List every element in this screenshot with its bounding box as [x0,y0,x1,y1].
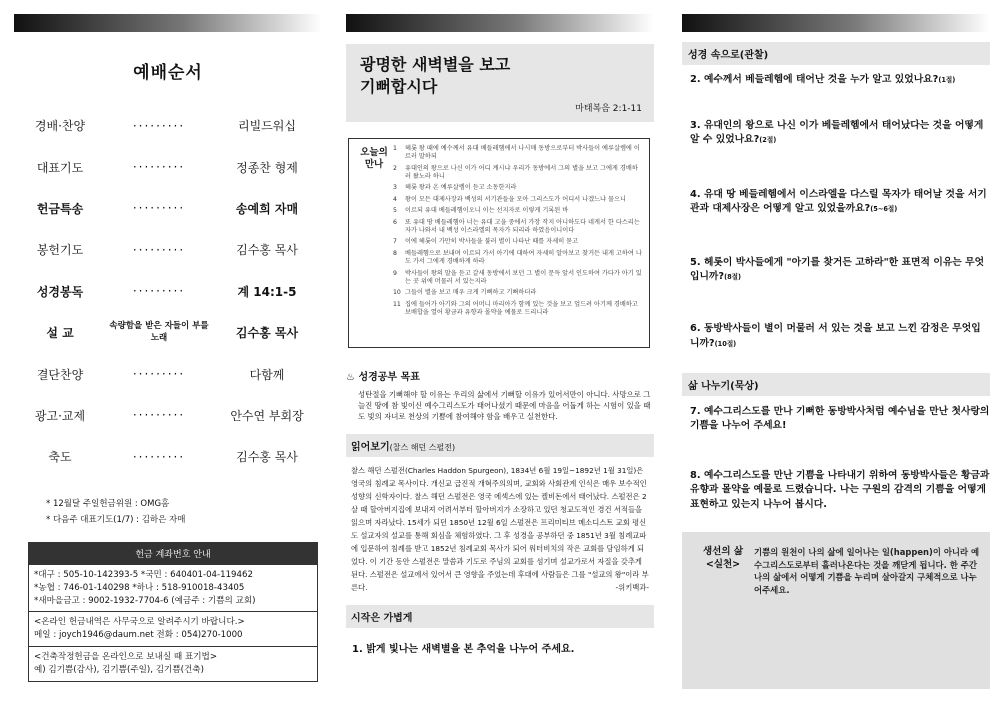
verse-ref: (2절) [759,136,777,145]
reading-heading [346,434,654,457]
order-person: 다함께 [249,367,285,382]
order-item: 대표기도 [36,160,84,175]
practice-box [682,532,990,689]
header-gradient-bar [14,14,322,32]
order-list [14,105,322,478]
order-item: 성경봉독 [36,284,84,299]
order-row [14,146,322,187]
order-dots: ········· [132,160,186,175]
question-7: 7. 예수그리스도를 만나 기뻐한 동방박사처럼 예수님을 만난 첫사랑의 기쁨을 나누어 주세요! [690,405,990,432]
verse-text: 베들레헴으로 보내며 이르되 가서 아기에 대하여 자세히 알아보고 찾거든 내게 고하여 나도 가서 그에게 경배하게 하라 [405,249,642,266]
question-8: 8. 예수그리스도를 만난 기쁨을 나타내기 위하여 동방박사들은 황금과 유향과 몰약을 예물로 드렸습니다. 나는 구원의 감격의 기쁨을 어떻게 표현하고 있는지 나누어 봅시다. [690,470,990,510]
verse [393,207,643,215]
verse-ref: (10절) [714,339,737,348]
account-line: *농협 : 746-01-140298 *하나 : 518-910018-43405 [34,582,245,593]
building-line: 예) 김기쁨(감사), 김기쁨(주일), 김기쁨(건축) [34,665,204,676]
order-item: 경배·찬양 [34,119,86,134]
order-person: 김수홍 목사 [236,450,298,465]
order-row [14,436,322,477]
goal-text: 성탄절을 기뻐해야 할 이유는 우리의 삶에서 기뻐할 이유가 있어서만이 아니다. 사망으로 그늘진 땅에 참 빛이신 예수그리스도가 태어나셨기 때문에 마음을 어둡게 하는 시험이 있을 때도 빛의 자녀로 천상의 기쁨에 참여해야 함을 배우고 실천한다. [358,390,651,422]
bank-online [29,611,317,646]
observe-question [682,188,990,216]
goal-heading-text: 성경공부 목표 [358,372,420,383]
question-text: 3. 유대인의 왕으로 나신 이가 베들레헴에서 태어났다는 것을 어떻게 알 수 있었나요? [690,120,984,146]
note-line: * 다음주 대표기도(1/7) : 김하은 자매 [46,514,186,525]
sermon-title-note: 속량함을 받은 자들이 부를 노래 [109,321,209,343]
order-row [14,188,322,229]
order-item: 광고·교제 [34,408,86,423]
order-notes [14,496,322,528]
order-row [14,353,322,394]
observe-questions [682,73,990,351]
observe-question [682,119,990,147]
header-gradient-bar [682,14,990,32]
order-dots: ········· [132,201,186,216]
order-row [14,105,322,146]
practice-label-line1: 생선의 삶 [702,546,743,557]
order-person: 계 14:1-5 [237,284,297,299]
verse [393,289,643,297]
order-dots: ········· [132,408,186,423]
verse-number: 10 [393,289,401,297]
verse-number: 1 [393,145,397,152]
verse-text: 헤롯 왕 때에 예수께서 유대 베들레헴에서 나시매 동방으로부터 박사들이 예루살렘에 이르러 말하되 [405,145,640,161]
order-person: 김수홍 목사 [236,243,298,258]
bank-account-box [28,542,318,682]
verse-number: 5 [393,207,397,215]
verse [393,219,643,235]
verse-text: 왕이 모든 대제사장과 백성의 서기관들을 모아 그리스도가 어디서 나겠느냐 물으니 [405,195,626,203]
order-dots: ········· [132,284,186,299]
sermon-title-line1: 광명한 새벽별을 보고 [360,55,511,74]
question-text: 5. 헤롯이 박사들에게 "아기를 찾거든 고하라"한 표면적 이유는 무엇입니까? [690,257,985,283]
reading-heading-text: 읽어보기 [351,442,390,454]
today-label: 오늘의 만나 [360,147,388,171]
verse-number: 9 [393,269,397,277]
practice-text: 기쁨의 원천이 나의 삶에 일어나는 일(happen)이 아니라 예수그리스도로부터 흘러나온다는 것을 깨닫게 됩니다. 한 주간 나의 삶에서 어떻게 기쁨을 누리며 살아갈지 구체적으로 나누어주세요. [754,547,980,595]
reading-source: -위키백과- [615,583,649,593]
verse [393,250,643,266]
sermon-title-line2: 기뻐합시다 [360,76,438,96]
verse [393,238,643,246]
order-row [14,229,322,270]
reading-sub: (찰스 해던 스펄전) [389,443,456,453]
building-line: <건축작정헌금을 온라인으로 보내실 때 표기법> [34,652,218,663]
order-item: 설 교 [46,326,74,341]
bank-building [29,646,317,681]
worship-order-column [14,0,322,707]
order-person: 정종찬 형제 [236,160,298,175]
order-row [14,312,322,353]
question-text: 2. 예수께서 베들레헴에 태어난 것을 누가 알고 있었나요? [690,74,939,85]
verse [393,301,643,317]
reading-body: 찰스 해던 스펄전(Charles Haddon Spurgeon), 1834년 6월 19일~1892년 1월 31일)은 영국의 침례교 목사이다. 개신교 급진적 개혁주의의며, 교회와 사회관계 인식은 매우 보수적인 성향의 신학자이다. 찰스 해던 스펄전은 영국 에섹스에 있는 켈비돈에서 태어났다. 스펄전은 2살 때 할아버지집에 보내져 어려서부터 할아버지가 소장하고 있던 청교도적인 경건 서적들을 읽으며 자라났다. 15세가 되던 1850년 12월 6일 스펄전은 프리미티브 메소디스트 교회 평신도 설교자의 설교를 통해 회심을 체험하였다. 그 후 성경을 공부하던 중 1851년 3월 침례교파에 입문하여 침례를 받고 1852년 침례교회 목사가 되어 워터비치의 작은 교회를 담임하게 되었다. 이 기간 동안 스펄전은 말씀과 기도로 주님의 교회를 섬기며 설교가로서 자질을 갖추게 된다. 스펄전은 설교에서 있어서 큰 영향을 주었는데 후대에 사람들은 그를 "설교의 왕"이라 부른다. [351,466,649,593]
verse-number: 7 [393,238,397,246]
order-person: 송예희 자매 [235,201,299,216]
observe-question [682,322,990,350]
order-item: 결단찬양 [36,367,84,382]
verse-number: 11 [393,300,401,308]
sermon-column [346,0,654,707]
order-dots: ········· [132,367,186,382]
question-text: 6. 동방박사들이 별이 머물러 서 있는 것을 보고 느낀 감정은 무엇입니까? [690,323,981,349]
verse [393,145,643,161]
verse-list [393,145,643,343]
note-line: * 12월달 주일헌금위원 : OMG홈 [46,498,170,509]
verse [393,165,643,181]
order-item: 봉헌기도 [36,243,84,258]
start-heading: 시작은 가볍게 [346,605,654,628]
observe-question [682,73,990,87]
verse [393,196,643,204]
order-row [14,271,322,312]
order-person: 리빌드워십 [238,119,296,134]
online-line: 메일 : joych1946@daum.net 전화 : 054)270-1000 [34,630,243,641]
order-item: 헌금특송 [36,201,84,216]
order-row [14,395,322,436]
verse-text: 헤롯 왕과 온 예루살렘이 듣고 소동한지라 [405,184,517,192]
verse-text: 이르되 유대 베들레헴이오니 이는 선지자로 이렇게 기록된 바 [405,207,569,215]
order-item: 축도 [48,450,72,465]
order-person: 김수홍 목사 [235,326,299,341]
verse-ref: (1절) [938,76,956,84]
sermon-title-box [346,44,654,122]
verse [393,270,643,286]
verse-text: 또 유대 땅 베들레헴아 너는 유대 고을 중에서 가장 작지 아니하도다 네게서 한 다스리는 자가 나와서 내 백성 이스라엘의 목자가 되리라 하였음이니이다 [405,218,640,234]
study-column [682,0,990,707]
reading-text [346,457,654,595]
verse-text: 그들이 별을 보고 매우 크게 기뻐하고 기뻐하더라 [405,289,537,297]
verse [393,184,643,192]
bank-accounts [29,564,317,612]
order-person: 안수연 부회장 [230,408,304,423]
observe-question [682,256,990,284]
verse-ref: (8절) [724,273,742,282]
verse-number: 6 [393,218,397,226]
verse-text: 이에 헤롯이 가만히 박사들을 불러 별이 나타난 때를 자세히 묻고 [405,238,579,246]
verse-number: 8 [393,249,397,257]
account-line: *대구 : 505-10-142393-5 *국민 : 640401-04-119462 [34,569,253,580]
today-manna-box [348,138,650,348]
verse-ref: (5~6절) [870,204,898,213]
share-heading: 삶 나누기(묵상) [682,373,990,396]
verse-number: 4 [393,195,397,203]
practice-label [692,546,754,675]
order-dots: ········· [132,242,186,257]
order-dots: ········· [132,449,186,464]
online-line: <온라인 헌금내역은 사무국으로 알려주시기 바랍니다.> [34,617,245,628]
order-title: 예배순서 [133,63,203,83]
observe-heading: 성경 속으로(관찰) [682,42,990,65]
verse-text: 집에 들어가 아기와 그의 어머니 마리아가 함께 있는 것을 보고 엎드려 아기께 경배하고 보배합을 열어 황금과 유향과 몰약을 예물로 드리니라 [405,300,638,316]
verse-text: 박사들이 왕의 말을 듣고 갈새 동방에서 보던 그 별이 문득 앞서 인도하여 가다가 아기 있는 곳 위에 머물러 서 있는지라 [405,269,642,285]
question-1: 1. 밝게 빛나는 새벽별을 본 추억을 나누어 주세요. [352,644,575,656]
goal-heading [346,368,654,383]
question-text: 4. 유대 땅 베들레헴에서 이스라엘을 다스릴 목자가 태어날 것을 서기관과 대제사장은 어떻게 알고 있었을까요? [690,188,987,214]
verse-number: 2 [393,164,397,172]
practice-label-line2: <실천> [705,558,741,570]
bank-header: 헌금 계좌번호 안내 [29,543,317,564]
lamp-icon: ♨ [346,372,355,383]
order-dots: ········· [132,118,186,133]
verse-number: 3 [393,184,397,192]
header-gradient-bar [346,14,654,32]
verse-text: 유대인의 왕으로 나신 이가 어디 계시냐 우리가 동방에서 그의 별을 보고 그에게 경배하러 왔노라 하니 [405,164,638,180]
account-line: *새마을금고 : 9002-1932-7704-6 (예금주 : 기쁨의 교회) [34,595,256,606]
sermon-reference: 마태복음 2:1-11 [575,104,642,114]
